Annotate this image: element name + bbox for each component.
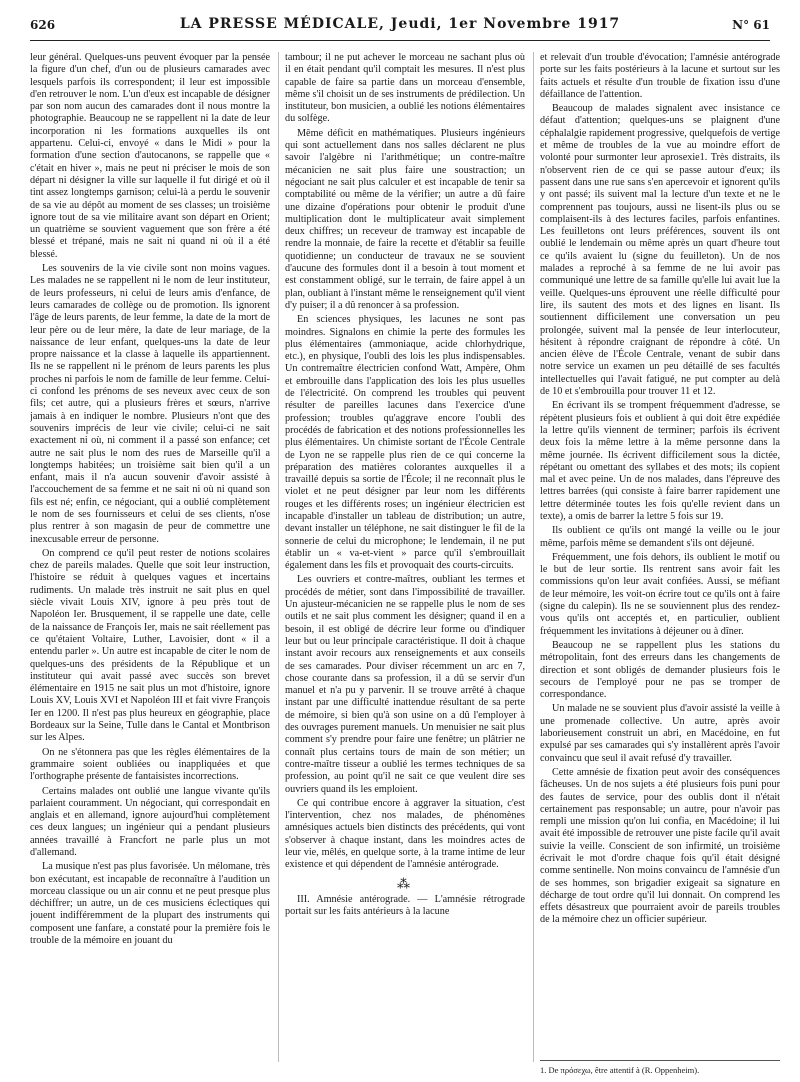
issue-number: N° 61 [732,18,770,32]
paragraph: Ils oublient ce qu'ils ont mangé la veille ou le jour même, parfois même se demandent s'ils ont déjeuné. [540,525,780,549]
paragraph: On comprend ce qu'il peut rester de notions scolaires chez de pareils malades. Quelle que soit leur instruction, l'histoire se réduit à quelques vagues et incertains rudiments. Un malade très instruit ne sait plus en quel siècle vivait Louis XIV, ignore à peu près tout de Napoléon Ier. Brusquement, il se rappelle une date, celle de la naissance de François Ier, mais ne sait réellement pas ce qu'étaient Voltaire, Luther, Lavoisier, dont « il a entendu parler ». Un autre est incapable de citer le nom de quelques-uns des présidents de la République et un instituteur qui avait passé avec succès son brevet élémentaire en 1915 ne sait plus un mot d'histoire, ignore Louis XV, Louis XVI et Napoléon III et fait vivre François Ier en 1200. Il n'est pas plus heureux en géographie, place Bordeaux sur la Seine, Tulle dans le Cantal et Montbrison sur les Alpes. [30,547,270,744]
column-divider [278,52,279,1062]
column-1 [30,52,270,1072]
paragraph: Beaucoup ne se rappellent plus les stations du métropolitain, font des erreurs dans les changements de direction et sont obligés de demander plusieurs fois le secours de l'employé pour ne pas se tromper de correspondance. [540,639,780,701]
paragraph: Un malade ne se souvient plus d'avoir assisté la veille à une promenade collective. Un autre, après avoir laborieusement construit un abri, en Macédoine, en fut expulsé par ses camarades qui s'y installèrent après l'avoir convaincu que seul il avait refusé d'y travailler. [540,703,780,764]
page-header [30,10,770,42]
footnote: 1. De πρόσεχω, être attentif à (R. Oppenheim). [540,1060,780,1075]
paragraph: En écrivant ils se trompent fréquemment d'adresse, se répètent plusieurs fois et oublient à qui doit être expédiée la lettre qu'ils viennent de terminer; parfois ils écrivent deux fois la même lettre à la même personne dans la même journée. Ils écrivent difficilement sous la dictée, répétant ou omettant des syllabes et des mots; ils copient mal et avec peine. Un de nos malades, dans l'épreuve des lettres barrées (qui consiste à faire barrer rapidement une lettre déterminée toutes les fois qu'elle revient dans un texte), a omis de barrer la lettre 5 fois sur 19. [540,400,780,522]
paragraph: Même déficit en mathématiques. Plusieurs ingénieurs qui sont actuellement dans nos salles déclarent ne plus savoir l'algèbre ni l'arithmétique; un contre-maître mécanicien ne sait plus faire une soustraction; un négociant ne sait plus calculer et est incapable de tenir sa comptabilité ou même de la vérifier; un autre a dû faire une dizaine d'opérations pour obtenir le produit d'une multiplication dont le multiplicateur avait simplement deux chiffres; un receveur de tramway est incapable de rendre la monnaie, de faire la recette et d'établir sa feuille quotidienne; un conducteur de travaux ne se souvient d'aucune des formules dont il a besoin à tout moment et est constamment obligé, sur le terrain, de faire appel à un plan, oubliant à l'instant même le renseignement qu'il vient d'y puiser; il a dû renoncer à sa profession. [285,127,525,311]
paragraph: Ce qui contribue encore à aggraver la situation, c'est l'intervention, chez nos malades, de phénomènes amnésiques actuels bien distincts des précédents, qui vont s'observer à chaque instant, dans les moindres actes de leur vie, mêlés, en quelque sorte, à la trame intime de leur existence et qui dépendent de l'amnésie antérograde. [285,797,525,871]
paragraph: On ne s'étonnera pas que les règles élémentaires de la grammaire soient oubliées ou inappliquées et que l'orthographe présente de fantaisistes incorrections. [30,746,270,783]
column-2 [285,52,525,1072]
section-separator-stars: ⁂ [397,875,413,891]
paragraph: Fréquemment, une fois dehors, ils oublient le motif ou le but de leur sortie. Ils rentrent sans avoir fait les commissions qu'on leur avait confiées. Aussi, se méfiant de leur mémoire, les voit-on écrire tout ce qu'ils ont à faire (signe du calepin). Ils ne se souviennent plus des rendez-vous qu'ils ont acceptés et, en particulier, oublient fréquemment les invitations à déjeuner ou à dîner. [540,551,780,637]
column-3 [540,52,780,1052]
paragraph: tambour; il ne put achever le morceau ne sachant plus où il en était pendant qu'il comptait les mesures. Il n'est plus capable de faire sa partie dans un morceau d'ensemble, même s'il choisit un de ses instruments de prédilection. Un instituteur, bon musicien, a oublié les notions élémentaires du solfège. [285,52,525,125]
paragraph: En sciences physiques, les lacunes ne sont pas moindres. Signalons en chimie la perte des formules les plus élémentaires (ammoniaque, acide chlorhydrique, etc.), en physique, l'oubli des lois les plus indispensables. Un contremaître électricien confond Watt, Ampère, Ohm et embrouille dans l'application des lois les plus usuelles de l'électricité. On comprend les troubles qui peuvent résulter de pareilles lacunes dans l'exercice d'une profession; troubles qu'aggrave encore l'oubli des procédés de fabrication et des notions professionnelles les plus élémentaires. Un chimiste sortant de l'École Centrale de Lyon ne se rappelle plus rien de ce qui concerne la préparation des matières colorantes auxquelles il a travaillé depuis sa sortie de l'École; il ne reconnaît plus le violet et ne peut désigner par leur nom les différents rouges et les différents roses; un ingénieur électricien est incapable d'installer un tableau de distribution; un autre, devant installer un téléphone, ne sait distinguer le fil de la sonnerie de celui du microphone; le lendemain, il ne put établir un « va-et-vient » parce qu'il s'embrouillait également dans les fils et provoquait des courts-circuits. [285,314,525,572]
paragraph: La musique n'est pas plus favorisée. Un mélomane, très bon exécutant, est incapable de reconnaître à l'audition un morceau classique ou un air connu et ne peut presque plus déchiffrer; un autre, un de ces musiciens éclectiques qui jouent indifféremment de la plupart des instruments qui composent une fanfare, a constaté pour la première fois le trouble de la mémoire en jouant du [30,861,270,947]
section-heading-paragraph: III. Amnésie antérograde. — L'amnésie rétrograde portait sur les faits antérieurs à la lacune [285,893,525,918]
column-divider [533,52,534,1062]
paragraph: Cette amnésie de fixation peut avoir des conséquences fâcheuses. Un de nos sujets a été plusieurs fois puni pour des fautes de service, pour des oublis dont il n'était certainement pas responsable; un autre, pour n'avoir pas rempli une mission qu'on lui confia, en Macédoine; il lui avait été impossible de retrouver une piste facile qu'il avait suivie la veille. Conscient de son infirmité, un troisième écrivait le mot d'ordre chaque fois qu'il était désigné comme sentinelle. Non moins convaincu de l'amnésie d'un de ses hommes, son brigadier exigeait sa signature en décharge de tout ordre qu'il lui donnait. On comprend les effets désastreux que pourraient avoir de pareils troubles de la mémoire chez un officier supérieur. [540,766,780,926]
paragraph: Les souvenirs de la vie civile sont non moins vagues. Les malades ne se rappellent ni le nom de leur instituteur, de leurs professeurs, ni celui de leurs amis d'enfance, de leurs camarades de collège ou de promotion. Ils ignorent l'âge de leurs parents, de leur femme, la date de la mort de leur père ou de leur mère, la date de leur mariage, de la naissance de leur enfant, quelques-uns la date de leur propre naissance et la classe à laquelle ils appartiennent. Ils ne se rappellent ni le prénom de leurs parents les plus proches ni parfois le nom de famille de leur femme. Celui-ci confond les prénoms de ses neveux avec ceux de son fils; cet autre, qui a plusieurs frères et sœurs, n'arrive jamais à en indiquer le nombre. Plusieurs n'ont que des souvenirs imprécis de leur vie civile; celui-ci ne sait exactement ni où, ni comment il a passé son enfance; cet autre ne sait plus le nom des rues de Marseille qu'il a longtemps habitées; un troisième sait bien qu'il a un enfant, mais il n'a aucun souvenir d'avoir assisté à l'accouchement de sa femme et ne sait ni où ni quand son fils est né; enfin, ce négociant, qui a oublié complètement le nom de ses fournisseurs et celui de ses clients, n'ose plus rentrer à son magasin de peur de commettre une inexcusable erreur de personne. [30,263,270,545]
paragraph: Les ouvriers et contre-maîtres, oubliant les termes et procédés de métier, sont dans l'impossibilité de travailler. Un ajusteur-mécanicien ne se rappelle plus le nom de ses outils et ne sait plus comment les désigner; quand il en a besoin, il est obligé de décrire leur forme ou d'indiquer leur but ou leur principale caractéristique. Il doit à chaque instant avoir recours aux renseignements et aux conseils de ses camarades. Pour diviser récemment un arc en 7, chose courante dans sa profession, il a dû se servir d'un manuel et n'a pu y parvenir. Il se trouve arrêté à chaque instant par une difficulté inattendue résultant de sa perte de mémoire, si bien qu'à son usine on a dû l'employer à des ouvrages purement manuels. Un menuisier ne sait plus comment s'y prendre pour faire une fenêtre; un plâtrier ne connaît plus certains tours de main de son métier; un contre-maître tisseur a oublié les termes techniques de sa profession, au point qu'il ne sait ce que veulent dire ses ouvriers quand ils les emploient. [285,574,525,795]
journal-title: LA PRESSE MÉDICALE, Jeudi, 1er Novembre 1917 [179,16,621,32]
header-rule [30,40,770,41]
paragraph: Certains malades ont oublié une langue vivante qu'ils parlaient couramment. Un négociant, qui correspondait en anglais et en allemand, ignore aujourd'hui complètement ces deux langues; un ingénieur qui a pendant plusieurs années travaillé à Francfort ne parle plus un mot d'allemand. [30,785,270,858]
paragraph: et relevait d'un trouble d'évocation; l'amnésie antérograde porte sur les faits postérieurs à la lacune et surtout sur les faits actuels et résulte d'un trouble de fixation issu d'une défaillance de l'attention. [540,52,780,100]
paragraph: Beaucoup de malades signalent avec insistance ce défaut d'attention; quelques-uns se plaignent d'une céphalalgie rapidement progressive, quelquefois de vertige et même de troubles de la vue au moindre effort de volonté pour surmonter leur aprosexie1. Très distraits, ils n'observent rien de ce qui se passe autour d'eux; ils passent dans une rue sans s'en apercevoir et ignorent qu'ils y ont passé; ils suivent mal la lecture d'un texte et ne le comprennent pas toujours, aussi ne lisent-ils plus ou se complaisent-ils à des lectures faciles, parfois enfantines. Les feuilletons ont leurs préférences, souvent ils ont oublié le lendemain ou même après un quart d'heure tout ce qu'ils avaient lu (signe du feuilleton). Un de nos malades a reproché à sa femme de ne lui avoir pas communiqué une lettre de sa famille qu'elle lui avait lue la veille. Quelques-uns éprouvent une réelle difficulté pour lire, ils sautent des mots et des lignes en lisant. Ils soutiennent difficilement une conversation un peu prolongée, suivent mal la pensée de leur interlocuteur, hésitent à répondre craignant de répondre à côté. Un ancien élève de l'École Centrale, venant de subir dans notre service un examen un peu détaillé de ses facultés intellectuelles qui l'avait fatigué, ne put compter au delà de 10 et s'embrouilla pour trouver 11 et 12. [540,103,780,398]
paragraph: leur général. Quelques-uns peuvent évoquer par la pensée la figure d'un chef, d'un ou de plusieurs camarades avec lesquels parfois ils correspondent; il leur est impossible d'en retrouver le nom. L'un d'eux est incapable de désigner par son nom aucun des camarades dont il nous montre la photographie. Beaucoup ne se rappellent ni la date de leur incorporation ni les formations auxquelles ils ont appartenu. Celui-ci, envoyé « dans le Midi » pour la formation d'une section d'autocanons, se rappelle que « c'était en hiver », mais ne peut ni préciser le mois de son départ ni désigner la ville sur laquelle il fut dirigé et où il tint assez longtemps garnison; celui-là a perdu le souvenir de sa vie au dépôt au moment de ses classes; un troisième ignore tout de sa vie militaire avant son départ en Orient; un quatrième se souvient vaguement que son frère a été blessé et trépané, mais ne sait ni quand ni où il a été blessé. [30,52,270,260]
page-number: 626 [30,18,56,32]
